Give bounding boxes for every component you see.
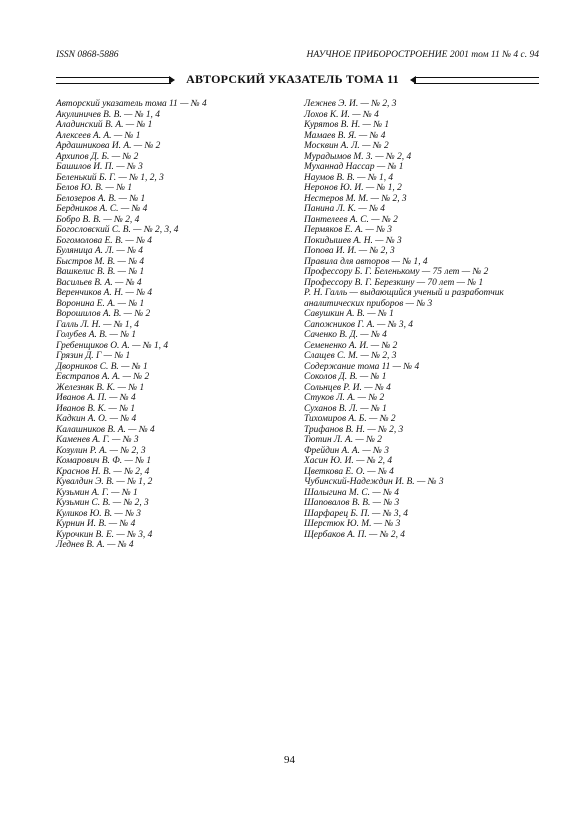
index-entry: Шерстюк Ю. М. — № 3 [304, 519, 401, 529]
index-entry: Голубев А. В. — № 1 [56, 330, 137, 340]
index-entry: Чубинский-Надеждин И. В. — № 3 [304, 477, 444, 487]
index-entry: Курятов В. Н. — № 1 [304, 120, 390, 130]
index-entry: Профессору В. Г. Березкину — 70 лет — № 1 [304, 277, 484, 288]
index-entry: Алексеев А. А. — № 1 [56, 130, 141, 141]
index-entry: Бердников А. С. — № 4 [56, 204, 148, 214]
index-entry: Шаповалов В. В. — № 3 [304, 498, 400, 508]
index-entry: Ардашникова И. А. — № 2 [56, 141, 161, 151]
index-entry: Щербаков А. П. — № 2, 4 [304, 529, 405, 540]
index-entry: Васильев В. А. — № 4 [56, 277, 142, 288]
index-entry: Неронов Ю. И. — № 1, 2 [304, 183, 402, 193]
index-entry: Кузьмин А. Г. — № 1 [56, 487, 138, 498]
index-entry: Грязин Д. Г — № 1 [56, 351, 131, 361]
index-entry: Каменев А. Г. — № 3 [56, 435, 139, 445]
index-entry: Куликов Ю. В. — № 3 [56, 508, 141, 519]
index-entry: Сапожников Г. А. — № 3, 4 [304, 319, 413, 330]
page-number: 94 [284, 754, 295, 766]
index-entry: Содержание тома 11 — № 4 [304, 361, 420, 372]
index-entry: Акулиничев В. В. — № 1, 4 [56, 109, 160, 120]
index-entry: Попова И. И. — № 2, 3 [304, 246, 395, 256]
index-entry: Курнин И. В. — № 4 [56, 519, 136, 529]
index-entry: Саченко В. Д. — № 4 [304, 330, 387, 340]
index-entry: Иванов А. П. — № 4 [56, 393, 136, 403]
index-entry: Слащев С. М. — № 2, 3 [304, 351, 397, 361]
title-arrow-left-icon [169, 76, 175, 84]
index-entry: Евстрапов А. А. — № 2 [56, 372, 150, 382]
index-entry: Архипов Д. Б. — № 2 [56, 151, 139, 162]
index-entry: Трифанов В. Н. — № 2, 3 [304, 424, 404, 435]
index-entry: Нестеров М. М. — № 2, 3 [304, 193, 407, 204]
index-entry: Железняк В. К. — № 1 [56, 382, 145, 393]
index-entry: Дворников С. В. — № 1 [56, 361, 148, 372]
index-entry: Кувалдин Э. В. — № 1, 2 [56, 477, 153, 487]
index-entry: Быстров М. В. — № 4 [56, 256, 145, 267]
index-entry: Профессору Б. Г. Беленькому — 75 лет — № 2 [304, 267, 489, 277]
index-entry: Козулин Р. А. — № 2, 3 [56, 445, 146, 456]
index-entry: Савушкин А. В. — № 1 [304, 309, 394, 319]
index-entry: Тютин Л. А. — № 2 [304, 435, 382, 445]
index-entry: Правила для авторов — № 1, 4 [304, 256, 428, 267]
index-entry: Сольнцев Р. И. — № 4 [304, 382, 391, 393]
index-entry: Наумов В. В. — № 1, 4 [304, 172, 394, 183]
index-entry: Лохов К. И. — № 4 [304, 109, 379, 120]
index-entry: Бобро В. В. — № 2, 4 [56, 214, 140, 225]
title-rule-left [56, 77, 171, 84]
index-entry: Тихомиров А. Б. — № 2 [304, 414, 396, 424]
index-entry: Стуков Л. А. — № 2 [304, 393, 385, 403]
index-entry: Белов Ю. В. — № 1 [56, 183, 133, 193]
title-rule-right [414, 77, 539, 84]
index-entry: Авторский указатель тома 11 — № 4 [56, 99, 207, 109]
index-entry: Иванов В. К. — № 1 [56, 403, 136, 414]
index-entry: Мурадымов М. З. — № 2, 4 [304, 151, 412, 162]
index-entry: Веренчиков А. Н. — № 4 [56, 288, 153, 298]
index-entry: Хасин Ю. И. — № 2, 4 [304, 456, 393, 466]
index-entry: Мамаев В. Я. — № 4 [304, 130, 386, 141]
index-entry: Москвин А. Л. — № 2 [304, 141, 389, 151]
index-entry: Шарфарец Б. П. — № 3, 4 [304, 508, 408, 519]
index-entry: Кадкин А. О. — № 4 [56, 414, 137, 424]
journal-header: НАУЧНОЕ ПРИБОРОСТРОЕНИЕ 2001 том 11 № 4 с. 94 [306, 50, 539, 60]
index-entry: Вашкелис В. В. — № 1 [56, 267, 145, 277]
index-entry: Цветкова Е. О. — № 4 [304, 466, 394, 477]
index-entry: Пантелеев А. С. — № 2 [304, 214, 398, 225]
index-entry: Гребенщиков О. А. — № 1, 4 [56, 340, 169, 351]
index-entry: Комарович В. Ф. — № 1 [56, 456, 152, 466]
author-index-left-column [56, 99, 286, 551]
index-entry: Муханнад Нассар — № 1 [304, 162, 404, 172]
index-entry: Панина Л. К. — № 4 [304, 204, 385, 214]
index-entry: Краснов Н. В. — № 2, 4 [56, 466, 150, 477]
index-entry: Семененко А. И. — № 2 [304, 340, 398, 351]
index-entry: Богословский С. В. — № 2, 3, 4 [56, 225, 179, 235]
index-entry: Башилов И. П. — № 3 [56, 162, 143, 172]
index-entry: Суханов В. Л. — № 1 [304, 403, 387, 414]
index-entry: Р. Н. Галль — выдающийся ученый и разработчик аналитических приборов — № 3 [304, 288, 504, 309]
index-entry: Покидышев А. Н. — № 3 [304, 235, 402, 246]
section-title: АВТОРСКИЙ УКАЗАТЕЛЬ ТОМА 11 [186, 72, 399, 86]
index-entry: Шалыгина М. С. — № 4 [304, 487, 399, 498]
issn-label: ISSN 0868-5886 [56, 50, 119, 60]
index-entry: Богомолова Е. В. — № 4 [56, 235, 152, 246]
section-title-bar [56, 72, 539, 88]
index-entry: Пермяков Е. А. — № 3 [304, 225, 392, 235]
index-entry: Фрейдин А. А. — № 3 [304, 445, 389, 456]
index-entry: Беленький Б. Г. — № 1, 2, 3 [56, 172, 164, 183]
index-entry: Ворошилов А. В. — № 2 [56, 309, 151, 319]
index-entry: Аладинский В. А. — № 1 [56, 120, 153, 130]
index-entry: Калашников В. А. — № 4 [56, 424, 155, 435]
index-entry: Лежнев Э. И. — № 2, 3 [304, 99, 397, 109]
index-entry: Воронина Е. А. — № 1 [56, 298, 145, 309]
index-entry: Галль Л. Н. — № 1, 4 [56, 319, 139, 330]
index-entry: Леднев В. А. — № 4 [56, 540, 134, 550]
index-entry: Белозеров А. В. — № 1 [56, 193, 146, 204]
index-entry: Соколов Д. В. — № 1 [304, 372, 387, 382]
index-entry: Курочкин В. Е. — № 3, 4 [56, 529, 153, 540]
index-entry: Буляница А. Л. — № 4 [56, 246, 143, 256]
author-index-right-column [304, 99, 544, 540]
index-entry: Кузьмин С. В. — № 2, 3 [56, 498, 149, 508]
